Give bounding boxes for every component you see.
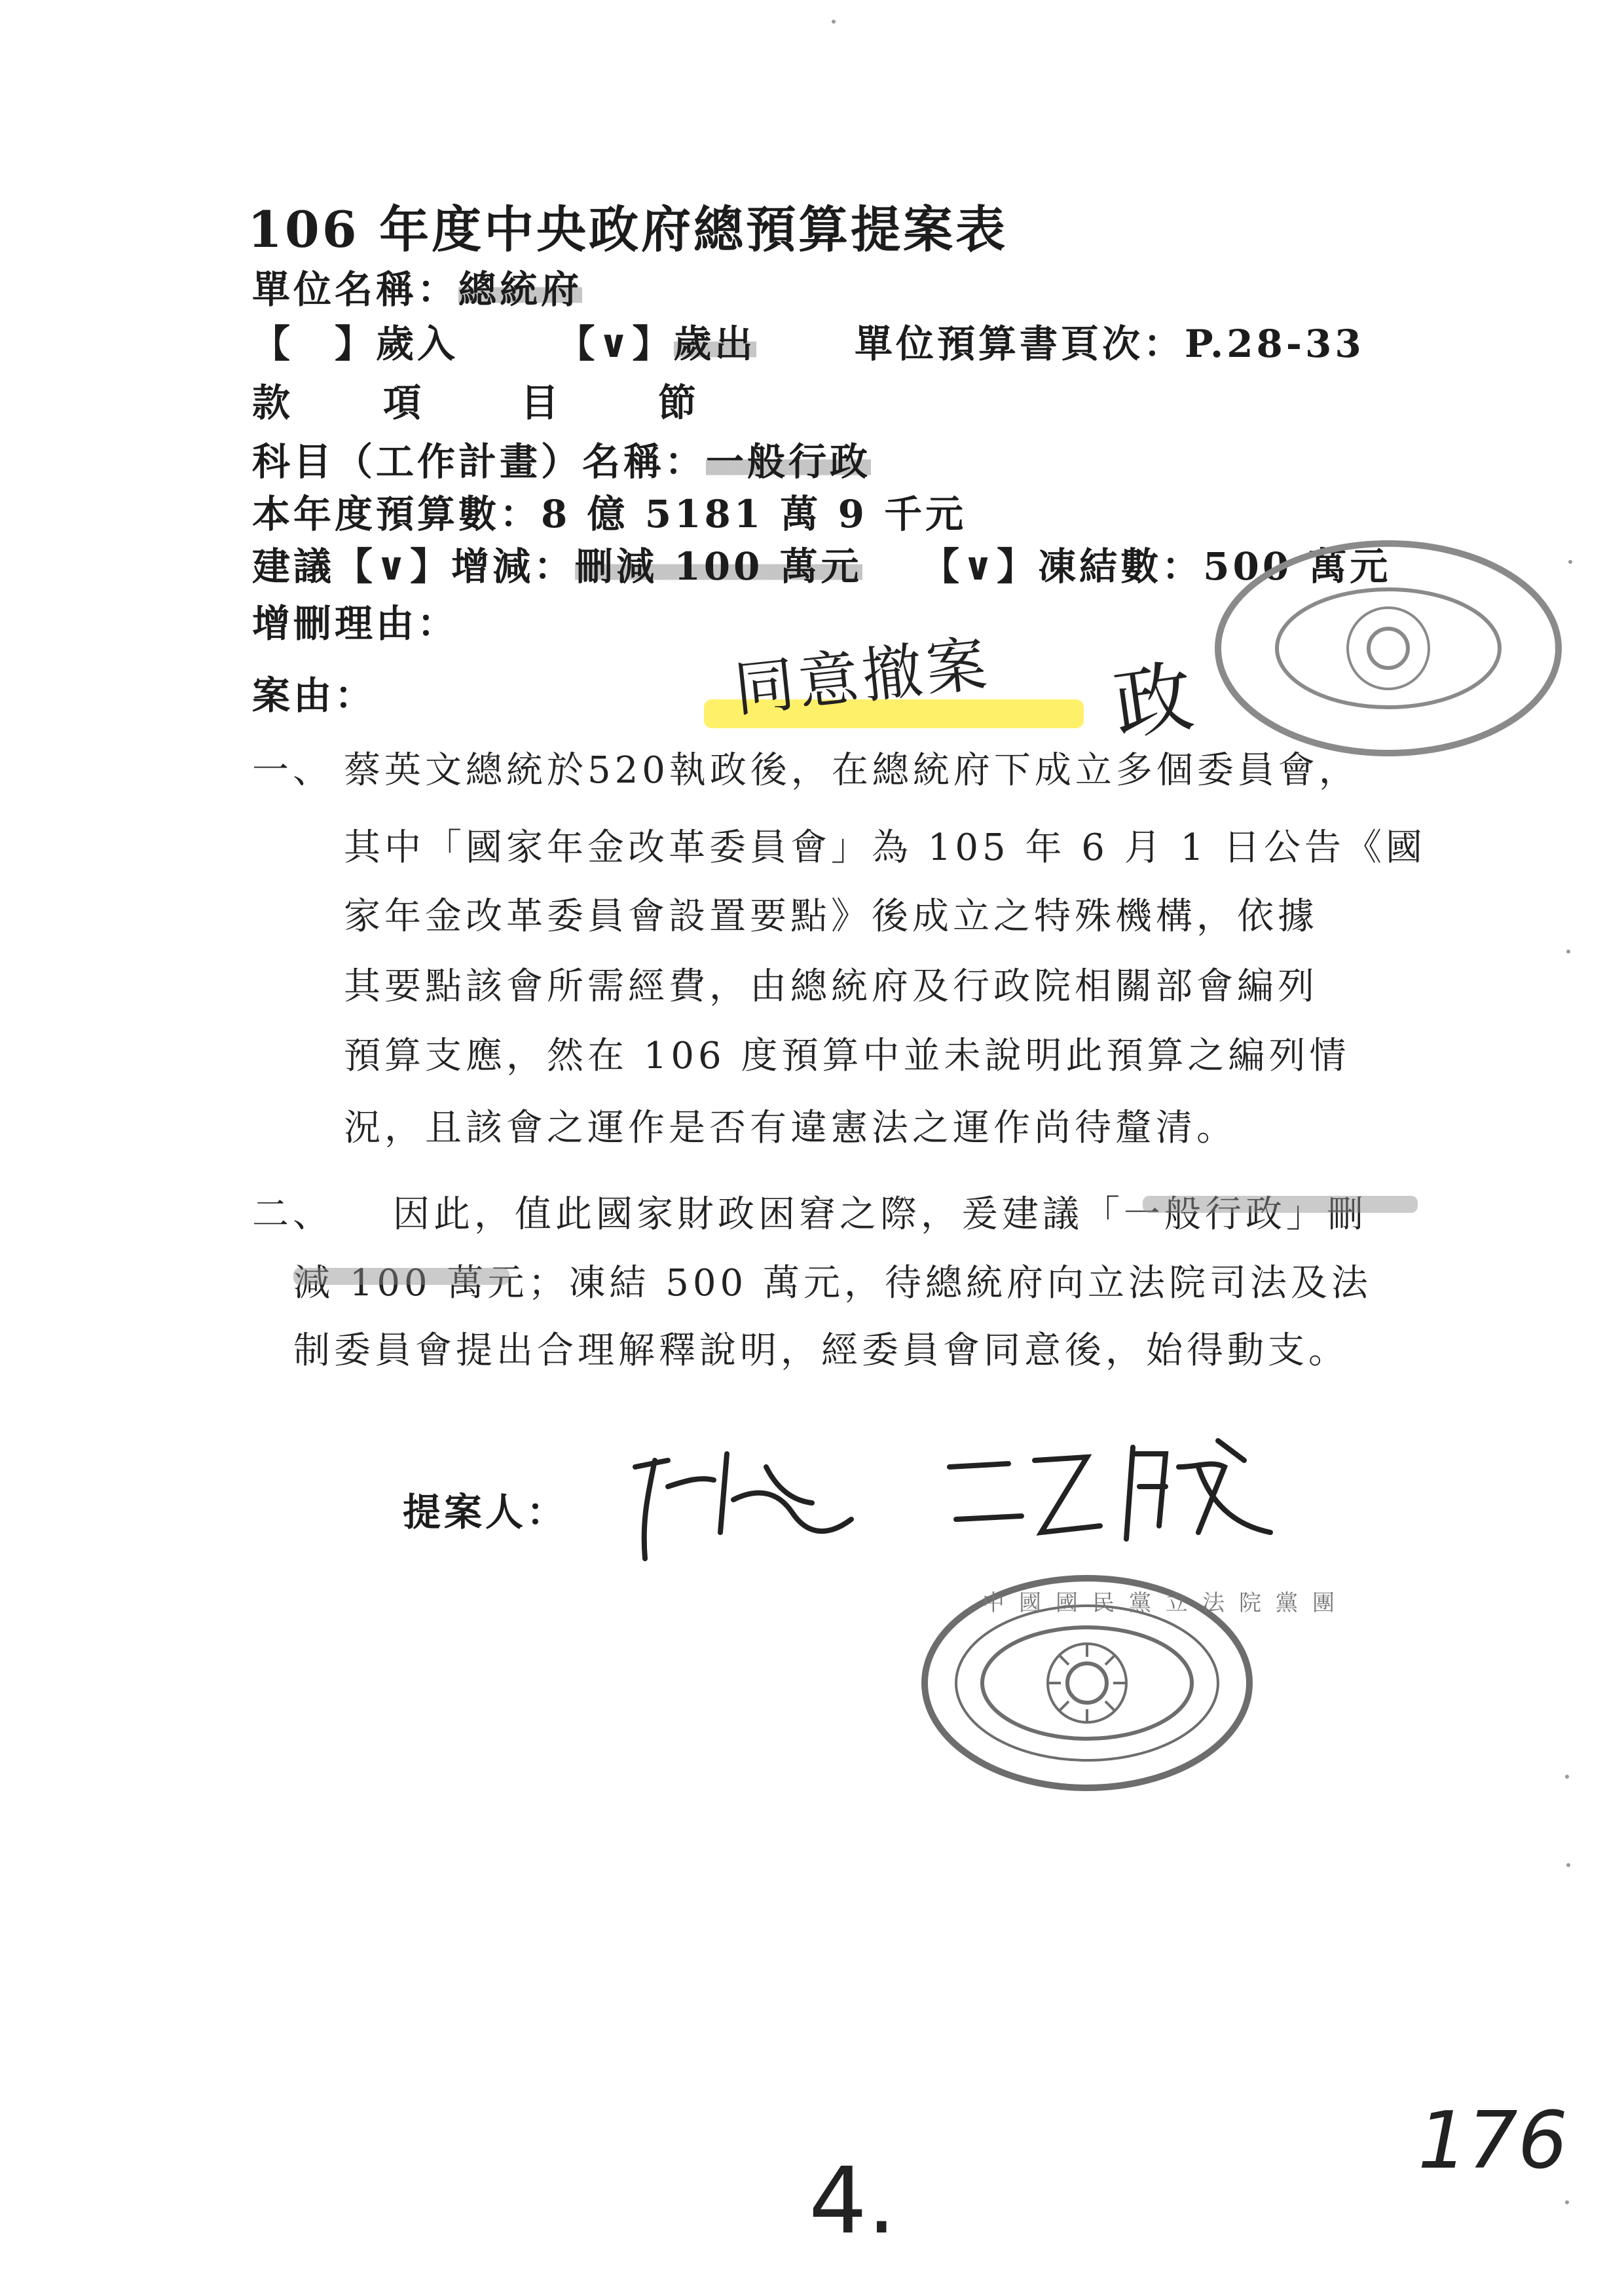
page-ref-value: P.28-33 [1184, 322, 1365, 366]
case-item-1-line-6: 況，且該會之運作是否有違憲法之運作尚待釐清。 [344, 1107, 1237, 1149]
case-item-1-line-3: 家年金改革委員會設置要點》後成立之特殊機構，依據 [344, 895, 1318, 938]
expense-label: 歲出 [673, 322, 756, 366]
unit-label: 單位名稱： [252, 267, 459, 312]
case-label: 案由： [252, 673, 377, 718]
structure-xiang: 項 [383, 380, 422, 425]
structure-row [252, 372, 696, 427]
page-title: 106 年度中央政府總預算提案表 [248, 200, 1008, 259]
subject-row [252, 431, 871, 486]
case-item-2-line-1-text: 因此，值此國家財政困窘之際，爰建議「一般行政」刪 [393, 1193, 1367, 1236]
unit-value: 總統府 [458, 267, 583, 312]
freeze-checkbox: 【∨】 [921, 544, 1039, 589]
unit-row [252, 259, 582, 314]
expense-checkbox: 【∨】 [557, 322, 674, 366]
handwritten-approval-mark: 政 [1108, 651, 1199, 752]
type-row [252, 313, 1365, 368]
scan-speck [1566, 1863, 1570, 1867]
reason-label: 增刪理由： [252, 601, 459, 646]
case-item-1-marker: 一、 [252, 749, 333, 792]
structure-kuan: 款 [252, 380, 291, 425]
income-label: 歲入 [376, 322, 459, 366]
scan-speck [1565, 1775, 1569, 1779]
scan-speck [1568, 560, 1572, 564]
handwritten-approval: 同意撤案 [731, 628, 994, 726]
case-item-2-line-2: 減 100 萬元；凍結 500 萬元，待總統府向立法院司法及法 [293, 1262, 1372, 1305]
signature-2 [936, 1428, 1277, 1559]
handwritten-sheet-number: 176 [1418, 2096, 1568, 2187]
case-item-1-line-5: 預算支應，然在 106 度預算中並未說明此預算之編列情 [344, 1035, 1350, 1077]
subject-value: 一般行政 [706, 439, 872, 484]
scan-speck [1565, 2200, 1569, 2204]
signature-1 [629, 1441, 864, 1572]
handwritten-page-number: 4. [809, 2148, 896, 2255]
freeze-value: 500 萬元 [1203, 544, 1392, 589]
change-label: 增減： [451, 544, 576, 589]
change-value: 刪減 100 萬元 [575, 544, 862, 589]
seal-text: 中國國民黨立法院黨團 [982, 1590, 1349, 1616]
income-checkbox: 【 】 [252, 322, 377, 366]
subject-label: 科目（工作計畫）名稱： [252, 439, 707, 484]
case-item-1-line-2: 其中「國家年金改革委員會」為 105 年 6 月 1 日公告《國 [344, 826, 1426, 869]
strike-marker-1 [1143, 1196, 1418, 1213]
scan-speck [832, 20, 836, 24]
case-item-1-line-1: 蔡英文總統於520執政後，在總統府下成立多個委員會， [344, 749, 1359, 792]
proposer-label: 提案人： [403, 1490, 568, 1534]
structure-mu: 目 [521, 380, 559, 425]
top-seal-stamp [1179, 537, 1519, 760]
structure-jie: 節 [658, 380, 697, 425]
strike-marker-2 [293, 1268, 509, 1285]
case-item-2-line-3: 制委員會提出合理解釋說明，經委員會同意後，始得動支。 [293, 1329, 1349, 1372]
case-item-1-line-4: 其要點該會所需經費，由總統府及行政院相關部會編列 [344, 965, 1318, 1008]
suggestion-label: 建議 [252, 544, 335, 589]
budget-label: 本年度預算數： [252, 492, 542, 536]
scan-speck [1566, 950, 1570, 954]
case-item-2-marker: 二、 [252, 1193, 333, 1236]
freeze-label: 凍結數： [1038, 544, 1204, 589]
change-checkbox: 【∨】 [335, 544, 452, 589]
budget-value: 8 億 5181 萬 9 千元 [541, 492, 967, 536]
budget-row [252, 483, 967, 538]
page-ref-label: 單位預算書頁次： [854, 322, 1185, 366]
